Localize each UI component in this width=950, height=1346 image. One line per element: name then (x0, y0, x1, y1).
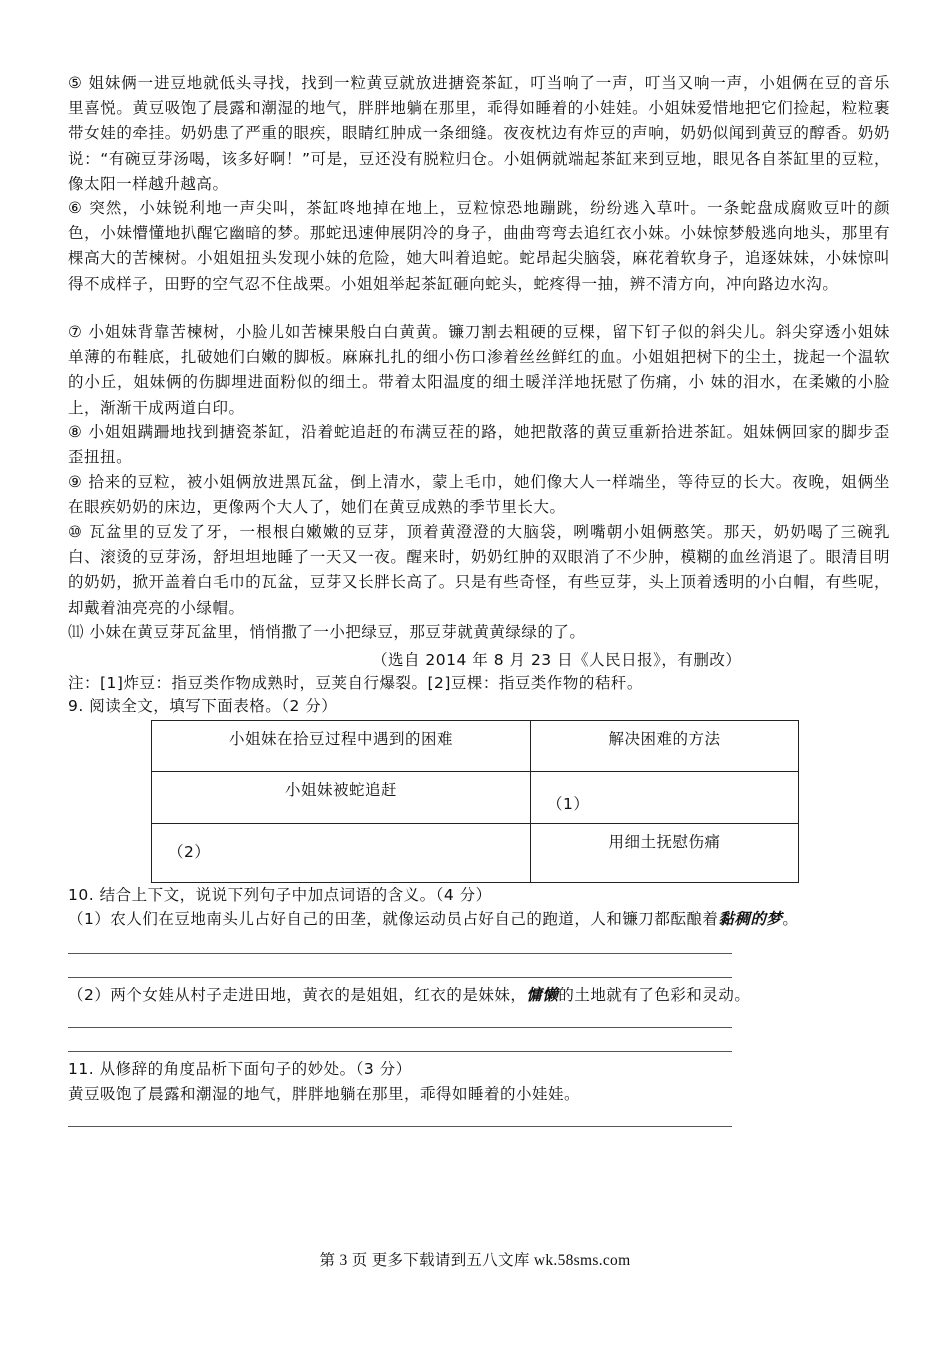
table-header-solution: 解决困难的方法 (531, 721, 799, 772)
paragraph-11: ⑾ 小妹在黄豆芽瓦盆里，悄悄撒了一小把绿豆，那豆芽就黄黄绿绿的了。 (68, 623, 586, 641)
table-cell-solution-blank-1[interactable]: （1） (531, 772, 799, 824)
footnote: 注：[1]炸豆：指豆类作物成熟时，豆荚自行爆裂。[2]豆棵：指豆类作物的秸秆。 (68, 674, 643, 692)
table-cell-difficulty-1: 小姐妹被蛇追赶 (152, 772, 531, 824)
item-1-end: 。 (782, 910, 799, 928)
item-1-text: （1）农人们在豆地南头儿占好自己的田垄，就像运动员占好自己的跑道，人和镰刀都酝酿着 (68, 910, 719, 928)
answer-line[interactable] (68, 977, 732, 978)
question-10-prompt: 10. 结合上下文，说说下列句子中加点词语的含义。（4 分） (68, 886, 492, 904)
paragraph-8: ⑧ 小姐姐蹒跚地找到搪瓷茶缸，沿着蛇追赶的布满豆茬的路，她把散落的黄豆重新拾进茶缸。姐妹俩回家的脚步歪歪扭扭。 (68, 423, 890, 467)
item-2-text: （2）两个女娃从村子走进田地，黄衣的是姐姐，红衣的是妹妹， (68, 986, 527, 1004)
page-footer: 第 3 页 更多下载请到五八文库 wk.58sms.com (319, 1252, 631, 1269)
item-2-end: 的土地就有了色彩和灵动。 (558, 986, 751, 1004)
question-9-table (151, 720, 799, 883)
answer-line[interactable] (68, 1051, 732, 1052)
paragraph-10: ⑩ 瓦盆里的豆发了牙，一根根白嫩嫩的豆芽，顶着黄澄澄的大脑袋，咧嘴朝小姐俩憨笑。那天，奶奶喝了三碗乳白、滚烫的豆芽汤，舒坦坦地睡了一天又一夜。醒来时，奶奶红肿的双眼消了不少肿，模糊的血丝消退了。眼清目明的奶奶，掀开盖着白毛巾的瓦盆，豆芽又长胖长高了。只是有些奇怪，有些豆芽，头上顶着透明的小白帽，有些呢，却戴着油亮亮的小绿帽。 (68, 523, 890, 617)
item-2-emphasized-word: 慵懒 (526, 986, 559, 1004)
source-citation: （选自 2014 年 8 月 23 日《人民日报》，有删改） (372, 651, 742, 669)
answer-line[interactable] (68, 953, 732, 954)
question-11-sentence: 黄豆吸饱了晨露和潮湿的地气，胖胖地躺在那里，乖得如睡着的小娃娃。 (68, 1085, 581, 1103)
table-cell-difficulty-blank-2[interactable]: （2） (152, 824, 531, 883)
paragraph-6: ⑥ 突然，小妹锐利地一声尖叫，茶缸咚地掉在地上，豆粒惊恐地蹦跳，纷纷逃入草叶。一条蛇盘成腐败豆叶的颜色，小妹懵懂地扒醒它幽暗的梦。那蛇迅速伸展阴冷的身子，曲曲弯弯去追红衣小妹。小妹惊梦般逃向地头，那里有棵高大的苦楝树。小姐姐扭头发现小妹的危险，她大叫着追蛇。蛇昂起尖脑袋，麻花着软身子，追逐妹妹，小妹惊叫得不成样子，田野的空气忍不住战栗。小姐姐举起茶缸砸向蛇头，蛇疼得一抽，辨不清方向，冲向路边水沟。 (68, 199, 890, 293)
question-10-item-2 (68, 983, 750, 1008)
answer-line[interactable] (68, 1126, 732, 1127)
question-9-prompt: 9. 阅读全文，填写下面表格。（2 分） (68, 697, 338, 715)
question-11-prompt: 11. 从修辞的角度品析下面句子的妙处。（3 分） (68, 1060, 412, 1078)
paragraph-5: ⑤ 姐妹俩一进豆地就低头寻找，找到一粒黄豆就放进搪瓷茶缸，叮当响了一声，叮当又响一声，小姐俩在豆的音乐里喜悦。黄豆吸饱了晨露和潮湿的地气，胖胖地躺在那里，乖得如睡着的小娃娃。小姐妹爱惜地把它们捡起，粒粒裹带女娃的牵挂。奶奶患了严重的眼疾，眼睛红肿成一条细缝。夜夜枕边有炸豆的声响，奶奶似闻到黄豆的醇香。奶奶说：“有碗豆芽汤喝，该多好啊！”可是，豆还没有脱粒归仓。小姐俩就端起茶缸来到豆地，眼见各自茶缸里的豆粒，像太阳一样越升越高。 (68, 74, 890, 193)
table-header-difficulty: 小姐妹在拾豆过程中遇到的困难 (152, 721, 531, 772)
paragraph-9: ⑨ 拾来的豆粒，被小姐俩放进黑瓦盆，倒上清水，蒙上毛巾，她们像大人一样端坐，等待豆的长大。夜晚，姐俩坐在眼疾奶奶的床边，更像两个大人了，她们在黄豆成熟的季节里长大。 (68, 473, 890, 517)
answer-line[interactable] (68, 1027, 732, 1028)
table-cell-solution-2: 用细土抚慰伤痛 (531, 824, 799, 883)
paragraph-7: ⑦ 小姐妹背靠苦楝树，小脸儿如苦楝果般白白黄黄。镰刀割去粗硬的豆棵，留下钉子似的斜尖儿。斜尖穿透小姐妹单薄的布鞋底，扎破她们白嫩的脚板。麻麻扎扎的细小伤口渗着丝丝鲜红的血。小姐姐把树下的尘土，拢起一个温软的小丘，姐妹俩的伤脚埋进面粉似的细土。带着太阳温度的细土暖洋洋地抚慰了伤痛，小 妹的泪水，在柔嫩的小脸上，渐渐干成两道白印。 (68, 323, 890, 417)
item-1-emphasized-phrase: 黏稠的梦 (718, 910, 783, 928)
question-10-item-1 (68, 907, 798, 932)
